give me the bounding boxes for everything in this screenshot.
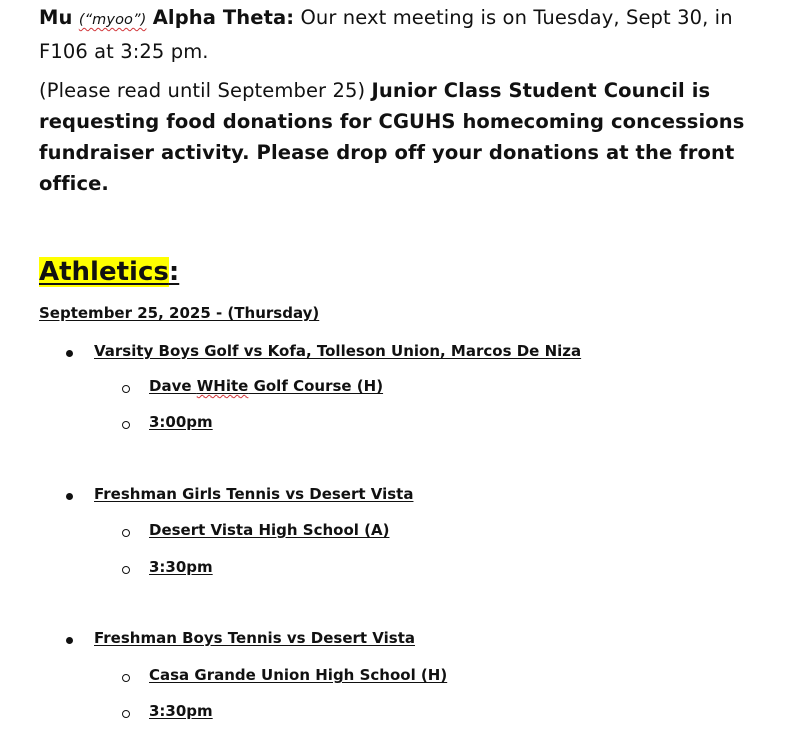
org-name: Mu <box>39 6 73 29</box>
athletics-heading <box>39 254 179 290</box>
event-time: 3:30pm <box>149 702 213 720</box>
sub-bullet-icon <box>122 566 130 574</box>
sub-bullet-icon <box>122 421 130 429</box>
student-council-announcement <box>39 75 769 199</box>
athletics-heading-colon: : <box>168 257 180 287</box>
event-location: Dave WHite Golf Course (H) <box>149 377 384 395</box>
event-location: Casa Grande Union High School (H) <box>149 666 448 684</box>
org-name-2: Alpha Theta: <box>152 6 295 29</box>
bullet-icon <box>66 350 73 357</box>
bullet-icon <box>66 637 73 644</box>
event-title: Freshman Boys Tennis vs Desert Vista <box>94 629 415 647</box>
donation-request-text: Junior Class Student Council is requesting food donations for CGUHS homecoming concessions fundraiser activity. Please drop off your donations at the front office. <box>39 79 745 195</box>
read-until-note: (Please read until September 25) <box>39 79 366 102</box>
bullet-icon <box>66 493 73 500</box>
event-title: Freshman Girls Tennis vs Desert Vista <box>94 485 414 503</box>
sub-bullet-icon <box>122 529 130 537</box>
event-date: September 25, 2025 - (Thursday) <box>39 304 320 322</box>
event-time: 3:00pm <box>149 413 213 431</box>
athletics-heading-text: Athletics <box>39 257 169 287</box>
event-title: Varsity Boys Golf vs Kofa, Tolleson Union, Marcos De Niza <box>94 342 582 360</box>
sub-bullet-icon <box>122 710 130 718</box>
misspelled-word: WHite <box>196 377 249 395</box>
sub-bullet-icon <box>122 385 130 393</box>
announcement-text: Our next meeting is on Tuesday, Sept 30, in F106 at 3:25 pm. <box>39 6 733 63</box>
pronunciation: (“myoo”) <box>78 12 147 28</box>
event-time: 3:30pm <box>149 558 213 576</box>
sub-bullet-icon <box>122 674 130 682</box>
event-location: Desert Vista High School (A) <box>149 521 390 539</box>
mu-alpha-theta-announcement <box>39 2 769 67</box>
